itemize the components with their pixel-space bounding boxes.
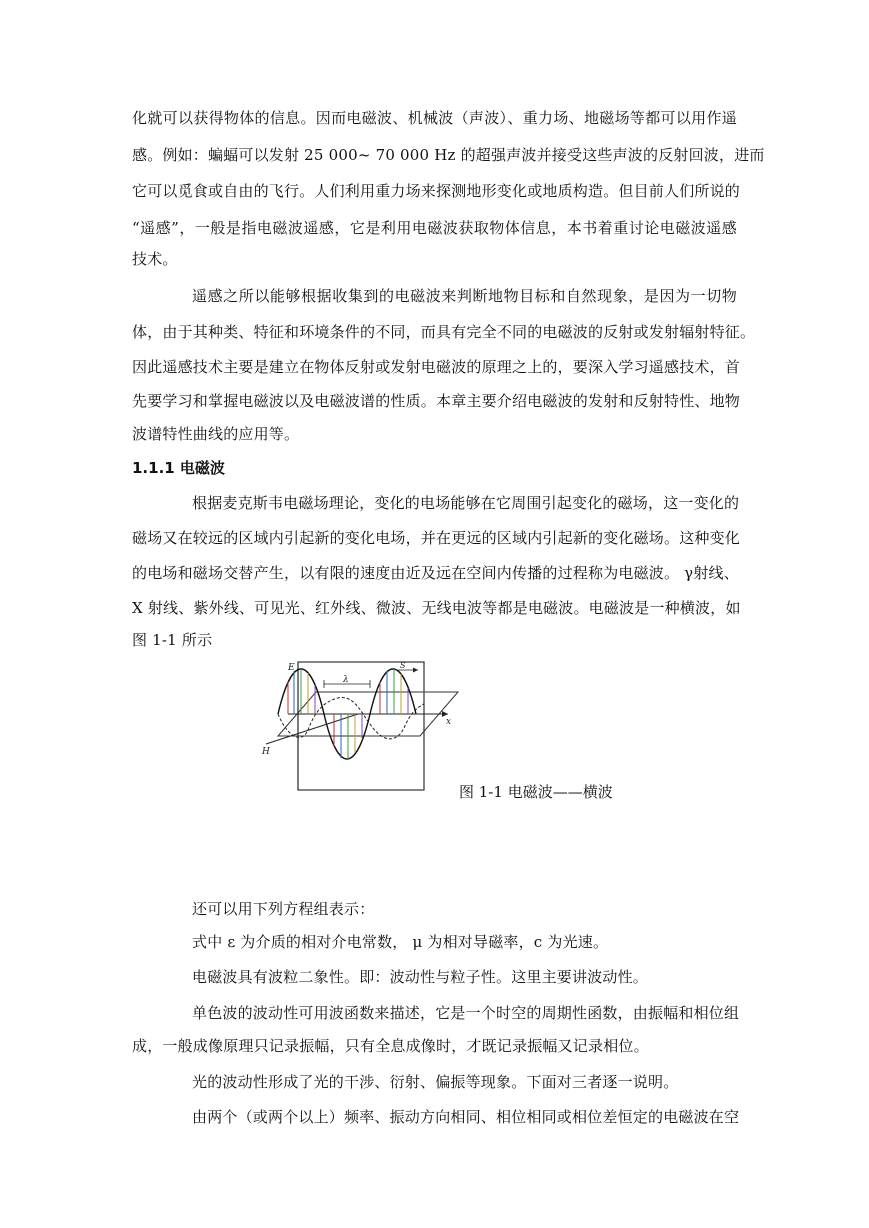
text-line: 单色波的波动性可用波函数来描述，它是一个时空的周期性函数，由振幅和相位组 bbox=[192, 1004, 740, 1022]
h-axis-label: H bbox=[262, 747, 270, 757]
poynting-label: S bbox=[400, 661, 406, 670]
paragraph-6: 电磁波具有波粒二象性。即：波动性与粒子性。这里主要讲波动性。 bbox=[192, 968, 649, 986]
text-line: 根据麦克斯韦电磁场理论，变化的电场能够在它周围引起变化的磁场，这一变化的 bbox=[192, 494, 740, 512]
text-line: 因此遥感技术主要是建立在物体反射或发射电磁波的原理之上的，要深入学习遥感技术，首 bbox=[132, 358, 741, 376]
em-wave-diagram bbox=[258, 658, 462, 794]
em-wave-figure bbox=[258, 658, 462, 794]
text-line: 体，由于其种类、特征和环境条件的不同，而具有完全不同的电磁波的反射或发射辐射特征。 bbox=[132, 323, 756, 341]
paragraph-9: 由两个（或两个以上）频率、振动方向相同、相位相同或相位差恒定的电磁波在空 bbox=[192, 1108, 740, 1126]
paragraph-8: 光的波动性形成了光的干涉、衍射、偏振等现象。下面对三者逐一说明。 bbox=[192, 1073, 679, 1091]
text-line: 磁场又在较远的区域内引起新的变化电场，并在更远的区域内引起新的变化磁场。这种变化 bbox=[132, 529, 741, 547]
e-axis-label: E bbox=[288, 663, 295, 673]
text-line: 遥感之所以能够根据收集到的电磁波来判断地物目标和自然现象，是因为一切物 bbox=[192, 287, 737, 305]
text-line: 成，一般成像原理只记录振幅，只有全息成像时，才既记录振幅又记录相位。 bbox=[132, 1037, 649, 1055]
figure-caption: 图 1-1 电磁波——横波 bbox=[459, 783, 613, 801]
x-axis-label: x bbox=[446, 717, 452, 727]
wavelength-label: λ bbox=[343, 675, 349, 685]
text-line: 技术。 bbox=[132, 250, 178, 268]
text-line: 先要学习和掌握电磁波以及电磁波谱的性质。本章主要介绍电磁波的发射和反射特性、地物 bbox=[132, 392, 741, 410]
text-line: 的电场和磁场交替产生，以有限的速度由近及远在空间内传播的过程称为电磁波。 γ射线、 bbox=[132, 564, 739, 582]
text-line: 图 1-1 所示 bbox=[132, 631, 213, 649]
text-line: 波谱特性曲线的应用等。 bbox=[132, 425, 300, 443]
text-line: 它可以觅食或自由的飞行。人们利用重力场来探测地形变化或地质构造。但目前人们所说的 bbox=[132, 182, 741, 200]
text-line: “遥感”，一般是指电磁波遥感，它是利用电磁波获取物体信息，本书着重讨论电磁波遥感 bbox=[132, 219, 737, 237]
section-heading: 1.1.1 电磁波 bbox=[132, 459, 225, 477]
text-line: 感。例如：蝙蝠可以发射 25 000~ 70 000 Hz 的超强声波并接受这些声波的反射回波，进而 bbox=[132, 146, 765, 164]
text-line: 化就可以获得物体的信息。因而电磁波、机械波（声波）、重力场、地磁场等都可以用作遥 bbox=[132, 109, 737, 127]
text-line: X 射线、紫外线、可见光、红外线、微波、无线电波等都是电磁波。电磁波是一种横波，如 bbox=[132, 599, 741, 617]
paragraph-4: 还可以用下列方程组表示： bbox=[192, 900, 375, 918]
paragraph-5: 式中 ε 为介质的相对介电常数， μ 为相对导磁率，c 为光速。 bbox=[192, 933, 609, 951]
